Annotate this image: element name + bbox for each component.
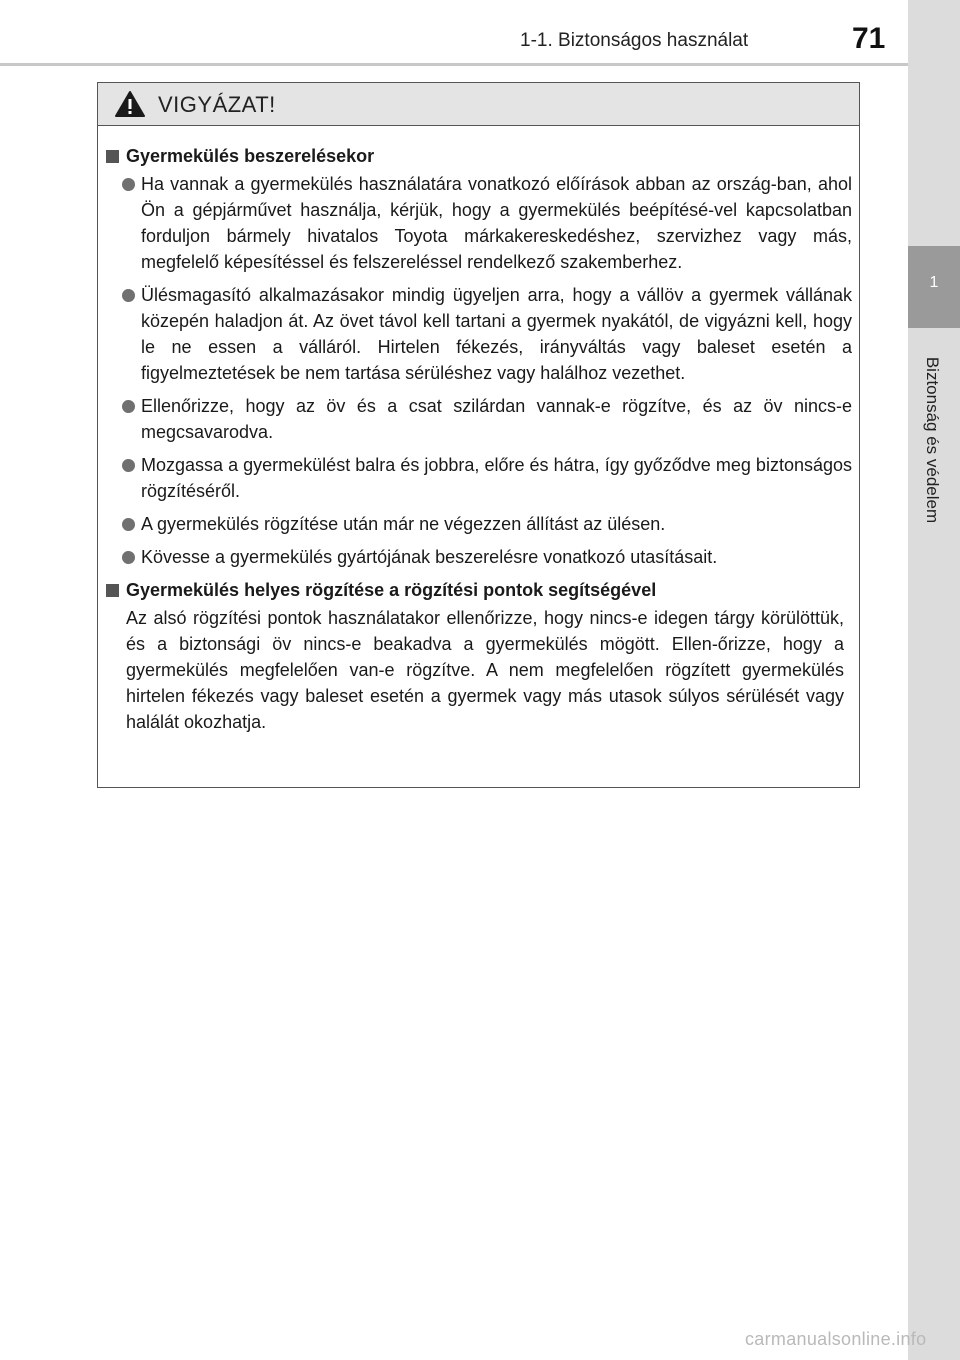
warning-header — [98, 83, 859, 126]
round-bullet-icon — [122, 289, 135, 302]
round-bullet-icon — [122, 178, 135, 191]
warning-box — [97, 82, 860, 788]
warning-content — [98, 126, 859, 735]
watermark: carmanualsonline.info — [745, 1329, 927, 1349]
warning-triangle-icon — [114, 90, 146, 118]
section-heading — [106, 577, 852, 603]
square-bullet-icon — [106, 150, 119, 163]
list-item-text: Ellenőrizze, hogy az öv és a csat szilárdan vannak-e rögzítve, és az öv nincs-e megcsavarodva. — [141, 396, 852, 442]
list-item — [122, 282, 852, 386]
list-item — [122, 544, 852, 570]
chapter-sidebar — [908, 0, 960, 1360]
section-title: 1-1. Biztonságos használat — [520, 30, 749, 51]
section-heading-text: Gyermekülés beszerelésekor — [126, 146, 375, 166]
chapter-title: Biztonság és védelem — [923, 356, 942, 524]
list-item-text: Ha vannak a gyermekülés használatára vonatkozó előírások abban az ország-ban, ahol Ön a gépjárművet használja, kérjük, hogy a gyermekülés beépítésé-vel kapcsolatban forduljon bármely hivatalos Toyota márkakereskedéshez, szervizhez vagy más, megfelelő képesítéssel és felszereléssel rendelkező szakemberhez. — [141, 174, 852, 272]
list-item-text: Kövesse a gyermekülés gyártójának beszerelésre vonatkozó utasításait. — [141, 547, 718, 567]
round-bullet-icon — [122, 518, 135, 531]
list-item — [122, 511, 852, 537]
section-heading-text: Gyermekülés helyes rögzítése a rögzítési pontok segítségével — [126, 580, 657, 600]
chapter-tab[interactable] — [908, 246, 960, 328]
section-heading — [106, 143, 852, 169]
round-bullet-icon — [122, 551, 135, 564]
list-item-text: Ülésmagasító alkalmazásakor mindig ügyeljen arra, hogy a vállöv a gyermek vállának közepén haladjon át. Az övet távol kell tartani a gyermek nyakától, de vigyázni kell, hogy le ne essen a válláról. Hirtelen fékezés, irányváltás vagy baleset esetén a figyelmeztetések be nem tartása sérüléshez vagy halálhoz vezethet. — [141, 285, 852, 383]
page-number: 71 — [852, 22, 886, 55]
header-divider — [0, 63, 908, 66]
list-item-text: A gyermekülés rögzítése után már ne végezzen állítást az ülésen. — [141, 514, 666, 534]
list-item — [122, 452, 852, 504]
square-bullet-icon — [106, 584, 119, 597]
list-item-text: Mozgassa a gyermekülést balra és jobbra, előre és hátra, így győződve meg biztonságos rögzítéséről. — [141, 455, 852, 501]
list-item — [122, 171, 852, 275]
warning-title: VIGYÁZAT! — [158, 92, 276, 117]
list-item — [122, 393, 852, 445]
chapter-number: 1 — [929, 274, 939, 291]
round-bullet-icon — [122, 400, 135, 413]
round-bullet-icon — [122, 459, 135, 472]
section-paragraph: Az alsó rögzítési pontok használatakor ellenőrizze, hogy nincs-e idegen tárgy körülöttük, és a biztonsági öv nincs-e beakadva a gyermekülés mögött. Ellen-őrizze, hogy a gyermekülés megfelelően van-e rögzítve. A nem megfelelően rögzített gyermekülés hirtelen fékezés vagy baleset esetén a gyermek vagy más utasok súlyos sérülését vagy halálát okozhatja. — [126, 608, 844, 732]
